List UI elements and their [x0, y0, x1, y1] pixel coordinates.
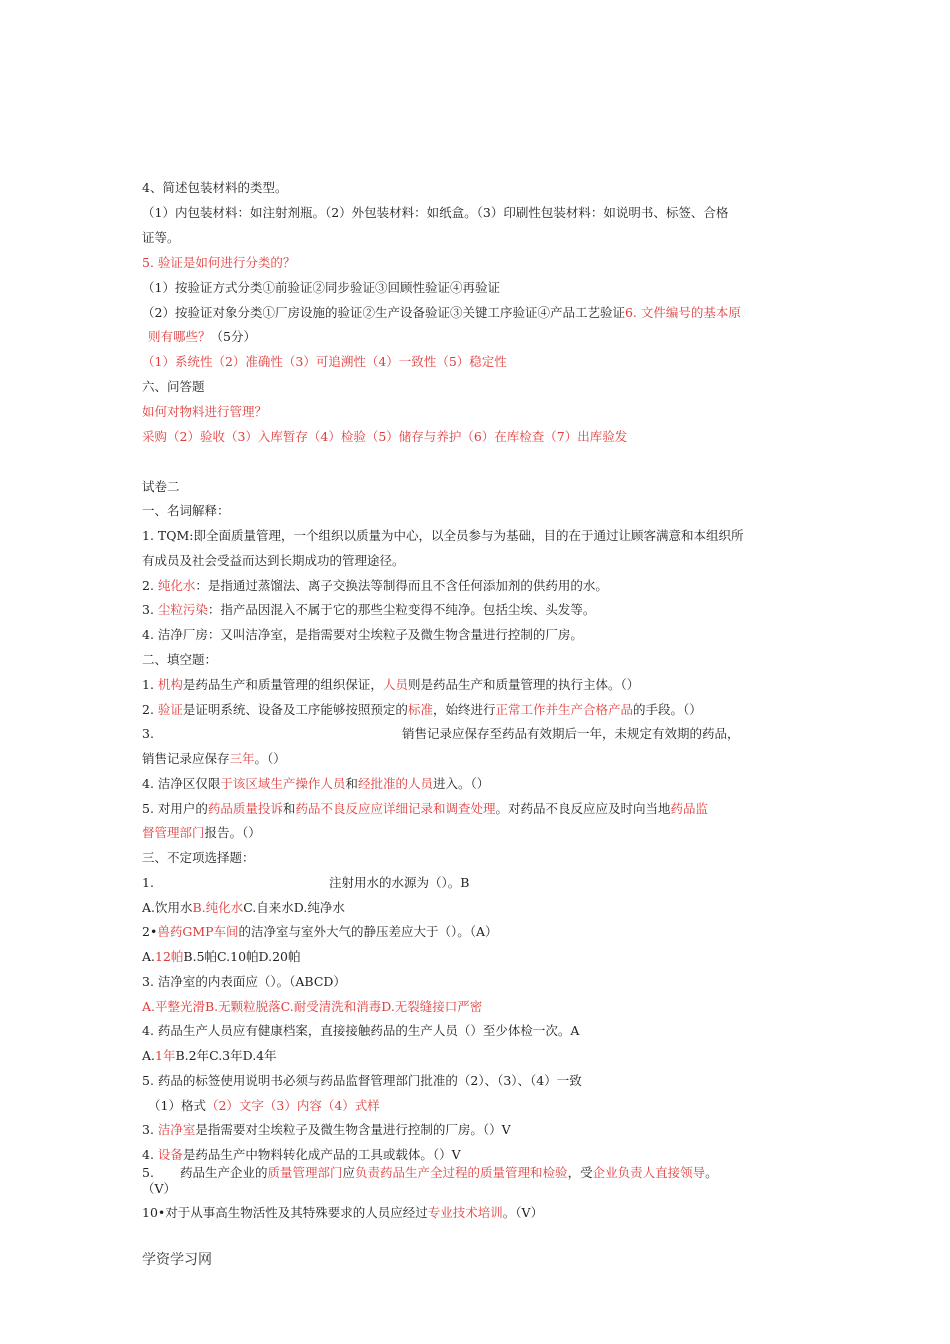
paper-2-section-2: 二、填空题： — [142, 652, 218, 667]
fill-1-text-2: 则是药品生产和质量管理的执行主体。（） — [407, 677, 640, 692]
choice-5-question: 5. 药品的标签使用说明书必须与药品监督管理部门批准的（2）、（3）、（4）一致 — [142, 1073, 582, 1088]
fill-1 — [142, 677, 639, 693]
fill-3-number: 3. — [142, 726, 154, 741]
judge-5-text-1: 药品生产企业的 — [180, 1165, 268, 1180]
judge-3-term: 洁净室 — [157, 1122, 196, 1137]
term-2-number: 2. — [142, 578, 158, 593]
judge-5-text-4: 。 — [705, 1165, 718, 1180]
choice-2-text: 的洁净室与室外大气的静压差应大于（）。（A） — [238, 924, 498, 939]
fill-5-text-3: 。对药品不良反应应及时向当地 — [495, 801, 671, 816]
choice-2-option-a-prefix: A. — [142, 949, 156, 964]
choice-1-number: 1. — [142, 875, 154, 890]
judge-5-answer-3: 企业负责人直接领导 — [592, 1165, 706, 1180]
choice-1-option-cd: C.自来水D.纯净水 — [243, 900, 345, 915]
fill-2-number: 2. — [142, 702, 158, 717]
term-2-name: 纯化水 — [157, 578, 196, 593]
fill-3-answer: 三年 — [229, 751, 255, 766]
paper-2-title: 试卷二 — [142, 479, 180, 494]
judge-10 — [142, 1205, 543, 1221]
judge-3-text: 是指需要对尘埃粒子及微生物含量进行控制的厂房。（）V — [195, 1122, 511, 1137]
choice-5-option-1: （1）格式 — [148, 1098, 206, 1113]
fill-2-text-2: ，始终进行 — [432, 702, 496, 717]
paper-2-section-3: 三、不定项选择题： — [142, 850, 255, 865]
choice-2-option-a: 12帕 — [155, 949, 184, 964]
fill-5-answer-2: 药品不良反应应详细记录和调查处理 — [295, 801, 496, 816]
fill-1-answer-2: 人员 — [382, 677, 408, 692]
fill-4-text-1: 4. 洁净区仅限 — [142, 776, 221, 791]
choice-3-options: A.平整光滑B.无颗粒脱落C.耐受清洗和消毒D.无裂缝接口严密 — [142, 999, 483, 1014]
fill-3-text-1: 销售记录应保存至药品有效期后一年，未规定有效期的药品， — [402, 726, 740, 741]
fill-2 — [142, 702, 702, 718]
paper-2-section-1: 一、名词解释： — [142, 503, 230, 518]
fill-1-answer-1: 机构 — [157, 677, 183, 692]
choice-1-option-b: B.纯化水 — [192, 900, 244, 915]
choice-5-option-rest: （2）文字（3）内容（4）式样 — [205, 1098, 380, 1113]
choice-3-question: 3. 洁净室的内表面应（）。（ABCD） — [142, 974, 346, 989]
fill-5-answer-4: 督管理部门 — [142, 825, 205, 840]
fill-5-line-2 — [142, 825, 261, 841]
fill-2-answer-2: 标准 — [407, 702, 433, 717]
judge-5 — [180, 1165, 718, 1181]
term-2 — [142, 578, 608, 594]
fill-5-answer-1: 药品质量投诉 — [207, 801, 283, 816]
judge-3-number: 3. — [142, 1122, 158, 1137]
fill-2-text-1: 是证明系统、设备及工序能够按照预定的 — [182, 702, 408, 717]
q6-title-part-a: 6. 文件编号的基本原 — [624, 305, 741, 320]
q6-score: （5分） — [210, 329, 256, 344]
q6-title-line-2 — [148, 329, 256, 345]
choice-4-option-rest: B.2年C.3年D.4年 — [175, 1048, 277, 1063]
fill-4 — [142, 776, 489, 792]
judge-10-answer: 专业技术培训 — [427, 1205, 503, 1220]
fill-5-text-2: 和 — [282, 801, 296, 816]
fill-1-text-1: 是药品生产和质量管理的组织保证， — [182, 677, 383, 692]
judge-10-text-1: 10•对于从事高生物活性及其特殊要求的人员应经过 — [142, 1205, 428, 1220]
judge-4-number: 4. — [142, 1147, 158, 1162]
choice-2-options — [142, 949, 301, 965]
fill-5-line-1 — [142, 801, 708, 817]
fill-5-text-4: 报告。（） — [204, 825, 261, 840]
choice-1-options — [142, 900, 345, 916]
choice-1-option-a: A.饮用水 — [142, 900, 193, 915]
term-1-line-1: 1. TQM:即全面质量管理，一个组织以质量为中心，以全员参与为基础，目的在于通过让顾客满意和本组织所 — [142, 528, 744, 543]
term-3-name: 尘粒污染 — [157, 602, 208, 617]
judge-4-term: 设备 — [157, 1147, 183, 1162]
choice-2-question — [142, 924, 498, 940]
fill-4-answer-1: 于该区域生产操作人员 — [220, 776, 346, 791]
choice-4-option-a-prefix: A. — [142, 1048, 156, 1063]
judge-5-text-2: 应 — [342, 1165, 356, 1180]
term-3 — [142, 602, 595, 618]
judge-3 — [142, 1122, 511, 1138]
choice-4-question: 4. 药品生产人员应有健康档案，直接接触药品的生产人员（）至少体检一次。A — [142, 1023, 580, 1038]
term-4: 4. 洁净厂房：又叫洁净室，是指需要对尘埃粒子及微生物含量进行控制的厂房。 — [142, 627, 583, 642]
choice-2-option-rest: B.5帕C.10帕D.20帕 — [183, 949, 301, 964]
judge-4-text: 是药品生产中物料转化成产品的工具或载体。（）V — [182, 1147, 461, 1162]
judge-5-answer-2: 负责药品生产全过程的质量管理和检验 — [355, 1165, 568, 1180]
term-3-number: 3. — [142, 602, 158, 617]
q5-answer-line-1: （1）按验证方式分类①前验证②同步验证③回顾性验证④再验证 — [142, 280, 500, 295]
choice-5-options — [148, 1098, 380, 1114]
fill-4-text-3: 进入。（） — [432, 776, 490, 791]
fill-3-line-2 — [142, 751, 286, 767]
term-3-definition: ：指产品因混入不属于它的那些尘粒变得不纯净。包括尘埃、头发等。 — [207, 602, 596, 617]
judge-10-text-2: 。（V） — [502, 1205, 544, 1220]
fill-4-text-2: 和 — [345, 776, 358, 791]
q6-title-part-b: 则有哪些？ — [148, 329, 211, 344]
choice-1-question: 注射用水的水源为（）。B — [329, 875, 470, 890]
q5-answer-line-2 — [142, 305, 741, 321]
judge-4 — [142, 1147, 461, 1163]
q4-title: 4、简述包装材料的类型。 — [142, 180, 288, 195]
fill-5-text-1: 5. 对用户的 — [142, 801, 208, 816]
judge-5-mark: （V） — [142, 1181, 177, 1196]
choice-4-options — [142, 1048, 277, 1064]
q4-answer-line-1: （1）内包装材料：如注射剂瓶。（2）外包装材料：如纸盒。（3）印刷性包装材料：如说明书、标签、合格 — [142, 205, 729, 220]
judge-5-answer-1: 质量管理部门 — [267, 1165, 343, 1180]
fill-5-answer-3: 药品监 — [670, 801, 708, 816]
section-6-question: 如何对物料进行管理？ — [142, 404, 268, 419]
fill-4-answer-2: 经批准的人员 — [357, 776, 433, 791]
fill-2-text-3: 的手段。（） — [632, 702, 702, 717]
footer-watermark: 学资学习网 — [142, 1252, 212, 1268]
term-2-definition: ：是指通过蒸馏法、离子交换法等制得而且不含任何添加剂的供药用的水。 — [195, 578, 608, 593]
section-6-answer: 采购（2）验收（3）入库暂存（4）检验（5）储存与养护（6）在库检查（7）出库验发 — [142, 429, 628, 444]
term-1-line-2: 有成员及社会受益而达到长期成功的管理途径。 — [142, 553, 405, 568]
choice-2-keyword: 兽药GMP车间 — [157, 924, 239, 939]
q4-answer-line-2: 证等。 — [142, 230, 180, 245]
choice-2-number: 2• — [142, 924, 158, 939]
fill-2-answer-3: 正常工作并生产合格产品 — [495, 702, 633, 717]
section-6-title: 六、问答题 — [142, 379, 205, 394]
judge-5-number: 5. — [142, 1165, 154, 1180]
fill-2-answer-1: 验证 — [157, 702, 183, 717]
fill-3-text-3: 。（） — [254, 751, 286, 766]
q6-answer: （1）系统性（2）准确性（3）可追溯性（4）一致性（5）稳定性 — [142, 354, 507, 369]
fill-1-number: 1. — [142, 677, 158, 692]
judge-5-text-3: ，受 — [567, 1165, 593, 1180]
q5-answer-text: （2）按验证对象分类①厂房设施的验证②生产设备验证③关键工序验证④产品工艺验证 — [142, 305, 625, 320]
fill-3-text-2: 销售记录应保存 — [142, 751, 230, 766]
choice-4-option-a: 1年 — [155, 1048, 176, 1063]
q5-title: 5. 验证是如何进行分类的？ — [142, 255, 296, 270]
